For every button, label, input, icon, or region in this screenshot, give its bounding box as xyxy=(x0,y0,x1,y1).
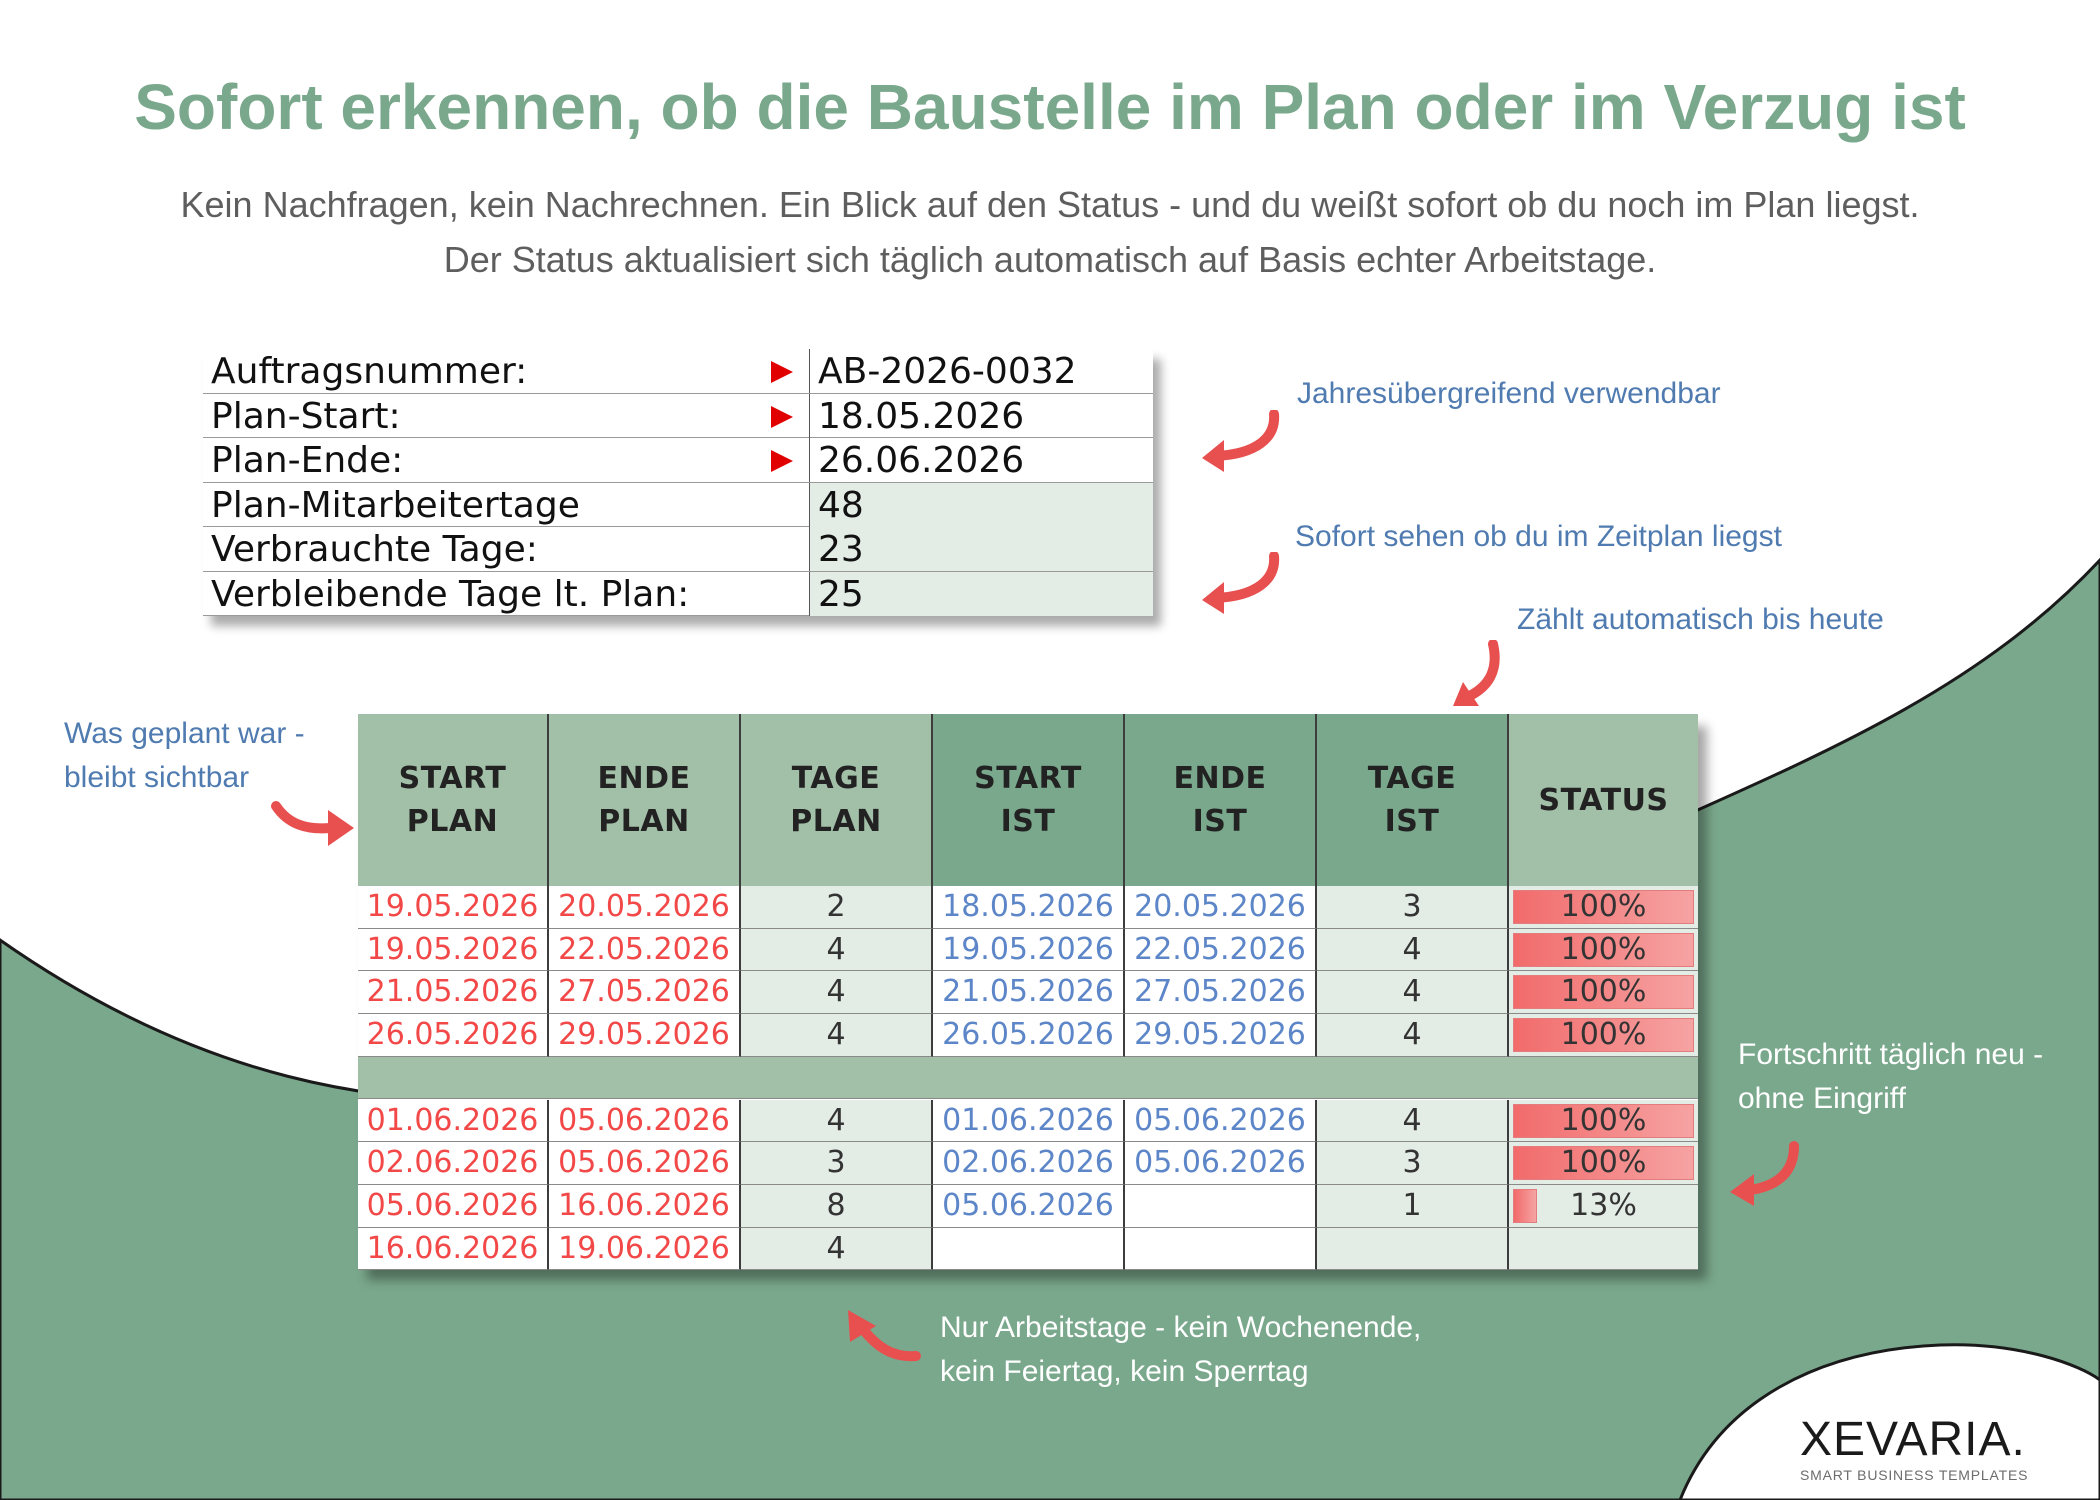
cell-start-plan[interactable]: 16.06.2026 xyxy=(358,1228,549,1271)
cell-tage-plan[interactable]: 2 xyxy=(741,886,933,929)
status-progress-cell xyxy=(1509,1142,1698,1185)
cell-start-plan[interactable]: 05.06.2026 xyxy=(358,1185,549,1228)
cell-tage-plan[interactable]: 4 xyxy=(741,971,933,1014)
annotation-working-days-only: Nur Arbeitstage - kein Wochenende, kein Feiertag, kein Sperrtag xyxy=(940,1311,1422,1388)
cell-tage-ist[interactable]: 4 xyxy=(1317,929,1509,972)
cell-tage-plan[interactable]: 4 xyxy=(741,929,933,972)
status-percent: 100% xyxy=(1560,1145,1647,1181)
curved-arrow-icon xyxy=(836,1306,926,1366)
cell-tage-ist[interactable] xyxy=(1317,1228,1509,1271)
cell-tage-ist[interactable]: 4 xyxy=(1317,1014,1509,1057)
cell-start-ist[interactable]: 02.06.2026 xyxy=(933,1142,1125,1185)
cell-start-ist[interactable]: 19.05.2026 xyxy=(933,929,1125,972)
status-percent: 100% xyxy=(1560,931,1647,967)
cell-start-plan[interactable]: 21.05.2026 xyxy=(358,971,549,1014)
cell-ende-plan[interactable]: 05.06.2026 xyxy=(549,1100,741,1143)
cell-ende-ist[interactable]: 05.06.2026 xyxy=(1125,1142,1317,1185)
info-input-value[interactable]: 26.06.2026 xyxy=(809,438,1153,482)
info-label: Auftragsnummer: xyxy=(211,351,528,392)
annotation-planned-visible: Was geplant war - bleibt sichtbar xyxy=(64,717,305,794)
schedule-table xyxy=(358,714,1698,1268)
status-progress-cell xyxy=(1509,886,1698,929)
annotation-counts-to-today: Zählt automatisch bis heute xyxy=(1517,603,1884,636)
cell-start-plan[interactable]: 01.06.2026 xyxy=(358,1100,549,1143)
cell-start-ist[interactable]: 26.05.2026 xyxy=(933,1014,1125,1057)
column-header: START PLAN xyxy=(358,714,549,886)
info-input-value[interactable]: AB-2026-0032 xyxy=(809,349,1153,393)
cell-tage-plan[interactable]: 3 xyxy=(741,1142,933,1185)
info-row xyxy=(203,394,1153,439)
info-label: Verbleibende Tage lt. Plan: xyxy=(211,573,690,615)
cell-tage-ist[interactable]: 1 xyxy=(1317,1185,1509,1228)
annotation-schedule-check: Sofort sehen ob du im Zeitplan liegst xyxy=(1295,520,1782,553)
info-computed-value: 48 xyxy=(809,483,1153,527)
cell-start-plan[interactable]: 26.05.2026 xyxy=(358,1014,549,1057)
status-progress-cell xyxy=(1509,1014,1698,1057)
cell-ende-plan[interactable]: 05.06.2026 xyxy=(549,1142,741,1185)
cell-tage-plan[interactable]: 4 xyxy=(741,1228,933,1271)
cell-tage-plan[interactable]: 8 xyxy=(741,1185,933,1228)
cell-ende-plan[interactable]: 27.05.2026 xyxy=(549,971,741,1014)
input-marker-icon xyxy=(771,361,793,383)
status-progress-cell xyxy=(1509,929,1698,972)
info-computed-value: 23 xyxy=(809,527,1153,571)
cell-start-plan[interactable]: 19.05.2026 xyxy=(358,886,549,929)
subtitle-line-1: Kein Nachfragen, kein Nachrechnen. Ein Blick auf den Status - und du weißt sofort ob du noch im Plan liegst. xyxy=(180,184,1920,225)
cell-ende-plan[interactable]: 22.05.2026 xyxy=(549,929,741,972)
cell-tage-ist[interactable]: 4 xyxy=(1317,971,1509,1014)
group-separator-row xyxy=(358,1057,1698,1100)
cell-tage-ist[interactable]: 3 xyxy=(1317,886,1509,929)
column-header: ENDE IST xyxy=(1125,714,1317,886)
info-input-value[interactable]: 18.05.2026 xyxy=(809,394,1153,438)
input-marker-icon xyxy=(771,450,793,472)
subtitle-line-2: Der Status aktualisiert sich täglich automatisch auf Basis echter Arbeitstage. xyxy=(443,239,1657,280)
cell-ende-plan[interactable]: 20.05.2026 xyxy=(549,886,741,929)
input-marker-icon xyxy=(771,406,793,428)
info-label: Plan-Mitarbeitertage xyxy=(211,484,580,526)
xevaria-logo xyxy=(1800,1412,2028,1483)
info-row xyxy=(203,483,1153,528)
cell-tage-ist[interactable]: 4 xyxy=(1317,1100,1509,1143)
cell-ende-plan[interactable]: 19.06.2026 xyxy=(549,1228,741,1271)
status-percent: 100% xyxy=(1560,1017,1647,1053)
cell-start-plan[interactable]: 19.05.2026 xyxy=(358,929,549,972)
info-row xyxy=(203,438,1153,483)
annotation-year-spanning: Jahresübergreifend verwendbar xyxy=(1297,377,1721,410)
cell-ende-plan[interactable]: 29.05.2026 xyxy=(549,1014,741,1057)
curved-arrow-icon xyxy=(1190,552,1290,622)
status-progress-cell xyxy=(1509,1100,1698,1143)
info-computed-value: 25 xyxy=(809,572,1153,616)
cell-ende-ist[interactable]: 05.06.2026 xyxy=(1125,1100,1317,1143)
order-info-table xyxy=(203,349,1153,616)
status-percent: 100% xyxy=(1560,1102,1647,1138)
cell-ende-ist[interactable]: 22.05.2026 xyxy=(1125,929,1317,972)
curved-arrow-icon xyxy=(270,798,360,858)
curved-arrow-icon xyxy=(1720,1140,1810,1210)
cell-start-ist[interactable] xyxy=(933,1228,1125,1271)
info-row xyxy=(203,349,1153,394)
logo-tagline: SMART BUSINESS TEMPLATES xyxy=(1800,1467,2029,1483)
cell-ende-plan[interactable]: 16.06.2026 xyxy=(549,1185,741,1228)
status-progress-cell xyxy=(1509,971,1698,1014)
cell-start-ist[interactable]: 05.06.2026 xyxy=(933,1185,1125,1228)
cell-tage-plan[interactable]: 4 xyxy=(741,1100,933,1143)
info-label: Plan-Start: xyxy=(211,395,401,437)
column-header: TAGE IST xyxy=(1317,714,1509,886)
cell-start-ist[interactable]: 21.05.2026 xyxy=(933,971,1125,1014)
status-percent: 13% xyxy=(1570,1187,1637,1223)
column-header: ENDE PLAN xyxy=(549,714,741,886)
cell-ende-ist[interactable] xyxy=(1125,1185,1317,1228)
curved-arrow-icon xyxy=(1190,410,1290,480)
cell-ende-ist[interactable]: 29.05.2026 xyxy=(1125,1014,1317,1057)
curved-arrow-icon xyxy=(1425,640,1505,720)
annotation-daily-progress: Fortschritt täglich neu - ohne Eingriff xyxy=(1738,1038,2044,1115)
cell-start-ist[interactable]: 18.05.2026 xyxy=(933,886,1125,929)
info-label: Plan-Ende: xyxy=(211,440,404,481)
column-header: TAGE PLAN xyxy=(741,714,933,886)
status-percent: 100% xyxy=(1560,974,1647,1010)
status-percent: 100% xyxy=(1560,889,1647,924)
cell-ende-ist[interactable]: 20.05.2026 xyxy=(1125,886,1317,929)
info-row xyxy=(203,527,1153,572)
status-percent xyxy=(1509,1228,1698,1270)
column-header: STATUS xyxy=(1509,714,1698,886)
cell-ende-ist[interactable]: 27.05.2026 xyxy=(1125,971,1317,1014)
cell-ende-ist[interactable] xyxy=(1125,1228,1317,1271)
info-label: Verbrauchte Tage: xyxy=(211,529,538,570)
status-progress-cell xyxy=(1509,1228,1698,1271)
cell-tage-ist[interactable]: 3 xyxy=(1317,1142,1509,1185)
status-progress-cell xyxy=(1509,1185,1698,1228)
column-header: START IST xyxy=(933,714,1125,886)
cell-start-ist[interactable]: 01.06.2026 xyxy=(933,1100,1125,1143)
cell-tage-plan[interactable]: 4 xyxy=(741,1014,933,1057)
info-row xyxy=(203,572,1153,617)
page-headline: Sofort erkennen, ob die Baustelle im Plan oder im Verzug ist xyxy=(134,71,1966,143)
logo-wordmark: XEVARIA. xyxy=(1800,1413,2026,1466)
cell-start-plan[interactable]: 02.06.2026 xyxy=(358,1142,549,1185)
